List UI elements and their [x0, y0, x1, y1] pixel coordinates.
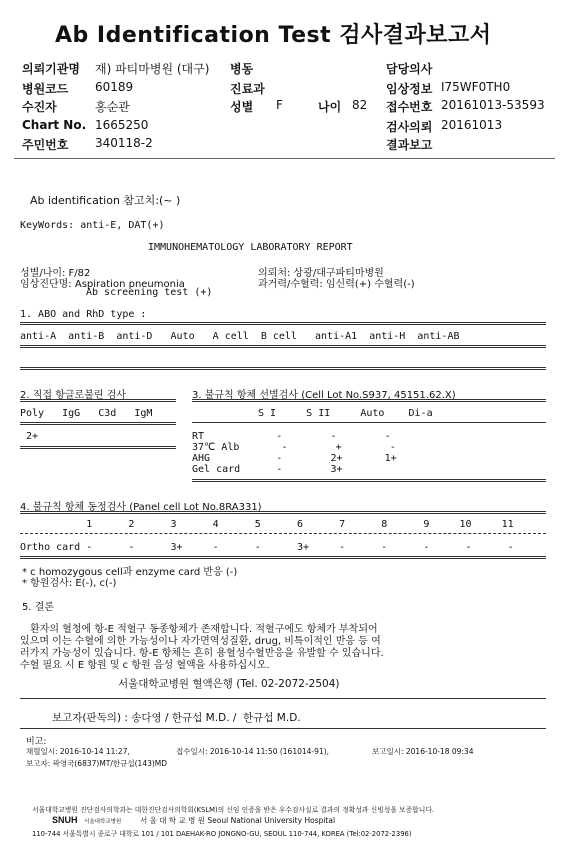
value-receipt-number: 20161013-53593 [441, 98, 545, 112]
value-resident-number: 340118-2 [95, 136, 153, 150]
screening-row-ahg: AHG - 2+ 1+ [192, 453, 397, 464]
label-requesting-org: 의뢰기관명 [22, 62, 80, 76]
value-sex: F [276, 98, 283, 112]
value-test-request: 20161013 [441, 118, 503, 132]
divider [20, 399, 176, 402]
scanned-report [0, 170, 569, 856]
label-receipt-number: 접수번호 [386, 100, 433, 114]
panel-note-2: * 항원검사: E(-), c(-) [22, 578, 117, 589]
section-1-title: 1. ABO and RhD type : [20, 309, 147, 320]
label-department: 진료과 [230, 82, 265, 96]
value-patient: 홍순관 [95, 100, 130, 114]
receipt-datetime: 접수일시: 2016-10-14 11:50 (161014-91), [176, 747, 329, 756]
reporters-list: 보고자: 곽영국(6837)MT/한규섭(143)MD [26, 759, 168, 768]
divider [192, 422, 546, 423]
divider [20, 511, 546, 514]
conclusion-line-1: 환자의 혈청에 항-E 적혈구 동종항체가 존재합니다. 적혈구에도 항체가 부착되어 [30, 624, 378, 635]
divider [20, 345, 546, 348]
label-attending-doctor: 담당의사 [386, 62, 433, 76]
keywords: KeyWords: anti-E, DAT(+) [20, 220, 165, 231]
divider [20, 556, 546, 559]
panel-columns: 1 2 3 4 5 6 7 8 9 10 11 [20, 519, 514, 530]
sex-age: 성별/나이: F/82 [20, 268, 91, 279]
label-test-request: 검사의뢰 [386, 120, 433, 134]
note-label: 비고: [26, 737, 47, 747]
panel-note-1: * c homozygous cell과 enzyme card 반응 (-) [22, 567, 238, 578]
divider [20, 446, 176, 449]
report-title: Ab identification 참고치:(~ ) [30, 194, 181, 207]
header-divider [14, 158, 555, 159]
conclusion-line-4: 수혈 필요 시 E 항원 및 c 항원 음성 혈액을 사용하십시오. [20, 660, 270, 671]
value-hospital-code: 60189 [95, 80, 134, 94]
reporter: 보고자(판독의) : 송다영 / 한규섭 M.D. / 한규섭 M.D. [52, 712, 301, 724]
label-patient: 수진자 [22, 100, 57, 114]
hospital-name: 서 울 대 학 교 병 원 Seoul National University Hospital [140, 816, 336, 825]
abo-columns: anti-A anti-B anti-D Auto A cell B cell anti-A1 anti-H anti-AB [20, 331, 460, 342]
clinical-diagnosis-2: Ab screening test (+) [86, 287, 213, 298]
certification-text: 서울대학교병원 진단검사의학과는 대한진단검사의학회(KSLM)의 신임 인증을 받은 우수검사실로 결과의 정확성과 신빙성을 보증합니다. [32, 806, 435, 814]
value-clinical-info: I75WF0TH0 [441, 80, 511, 94]
divider [20, 322, 546, 325]
screening-row-rt: RT - - - [192, 431, 391, 442]
divider [192, 399, 546, 402]
divider [192, 479, 546, 482]
collection-datetime: 채혈일시: 2016-10-14 11:27, [26, 747, 130, 756]
divider [20, 422, 176, 425]
clinical-diagnosis: 임상진단명: Aspiration pneumonia [20, 279, 185, 290]
label-clinical-info: 임상정보 [386, 82, 433, 96]
report-header-title: Ab Identification Test 검사결과보고서 [55, 23, 492, 48]
section-3-title: 3. 불규칙 항체 선별검사 (Cell Lot No.S937, 45151.62.X) [192, 390, 456, 401]
section-2-title: 2. 직접 항글로불린 검사 [20, 390, 127, 401]
snuh-logo-sub: 서울대학교병원 [84, 819, 122, 825]
label-sex: 성별 [230, 100, 254, 114]
report-datetime: 보고일시: 2016-10-18 09:34 [372, 747, 474, 756]
label-hospital-code: 병원코드 [22, 82, 69, 96]
screening-row-gel: Gel card - 3+ [192, 464, 343, 475]
value-chart-no: 1665250 [95, 118, 149, 132]
snuh-logo: SNUH [52, 815, 78, 825]
blood-bank: 서울대학교병원 혈액은행 (Tel. 02-2072-2504) [118, 678, 340, 690]
screening-row-37c: 37℃ Alb - + - [192, 442, 396, 453]
hospital-address: 110-744 서울특별시 종로구 대학로 101 / 101 DAEHAK-RO JONGNO-GU, SEOUL 110-744, KOREA (Tel:02-2072-2396) [32, 830, 412, 838]
label-resident-number: 주민번호 [22, 138, 69, 152]
panel-row-ortho: Ortho card - - 3+ - - 3+ - - - - - [20, 542, 514, 553]
history: 과거력/수혈력: 임신력(+) 수혈력(-) [258, 279, 415, 290]
section-5-title: 5. 결론 [22, 602, 55, 613]
lab-report-title: IMMUNOHEMATOLOGY LABORATORY REPORT [148, 242, 353, 253]
divider [20, 533, 546, 534]
divider [20, 698, 546, 699]
label-age: 나이 [318, 100, 342, 114]
dat-columns: Poly IgG C3d IgM [20, 408, 153, 419]
requesting-site: 의뢰처: 상광/대구파티마병원 [258, 268, 384, 279]
label-chart-no: Chart No. [22, 118, 87, 132]
label-result-report: 결과보고 [386, 138, 433, 152]
conclusion-line-3: 러가지 가능성이 있습니다. 항-E 항체는 흔히 용혈성수혈반응을 유발할 수 있습니다. [20, 648, 384, 659]
section-4-title: 4. 불규칙 항체 동정검사 (Panel cell Lot No.8RA331) [20, 502, 262, 513]
dat-poly-value: 2+ [26, 431, 39, 442]
divider [20, 728, 546, 729]
label-ward: 병동 [230, 62, 254, 76]
screening-columns: S I S II Auto Di-a [258, 408, 433, 419]
value-requesting-org: 재) 파티마병원 (대구) [95, 62, 210, 76]
value-age: 82 [352, 98, 368, 112]
divider [20, 367, 546, 370]
conclusion-line-2: 있으며 이는 수혈에 의한 가능성이나 자가면역성질환, drug, 비특이적인 반응 등 여 [20, 636, 381, 647]
